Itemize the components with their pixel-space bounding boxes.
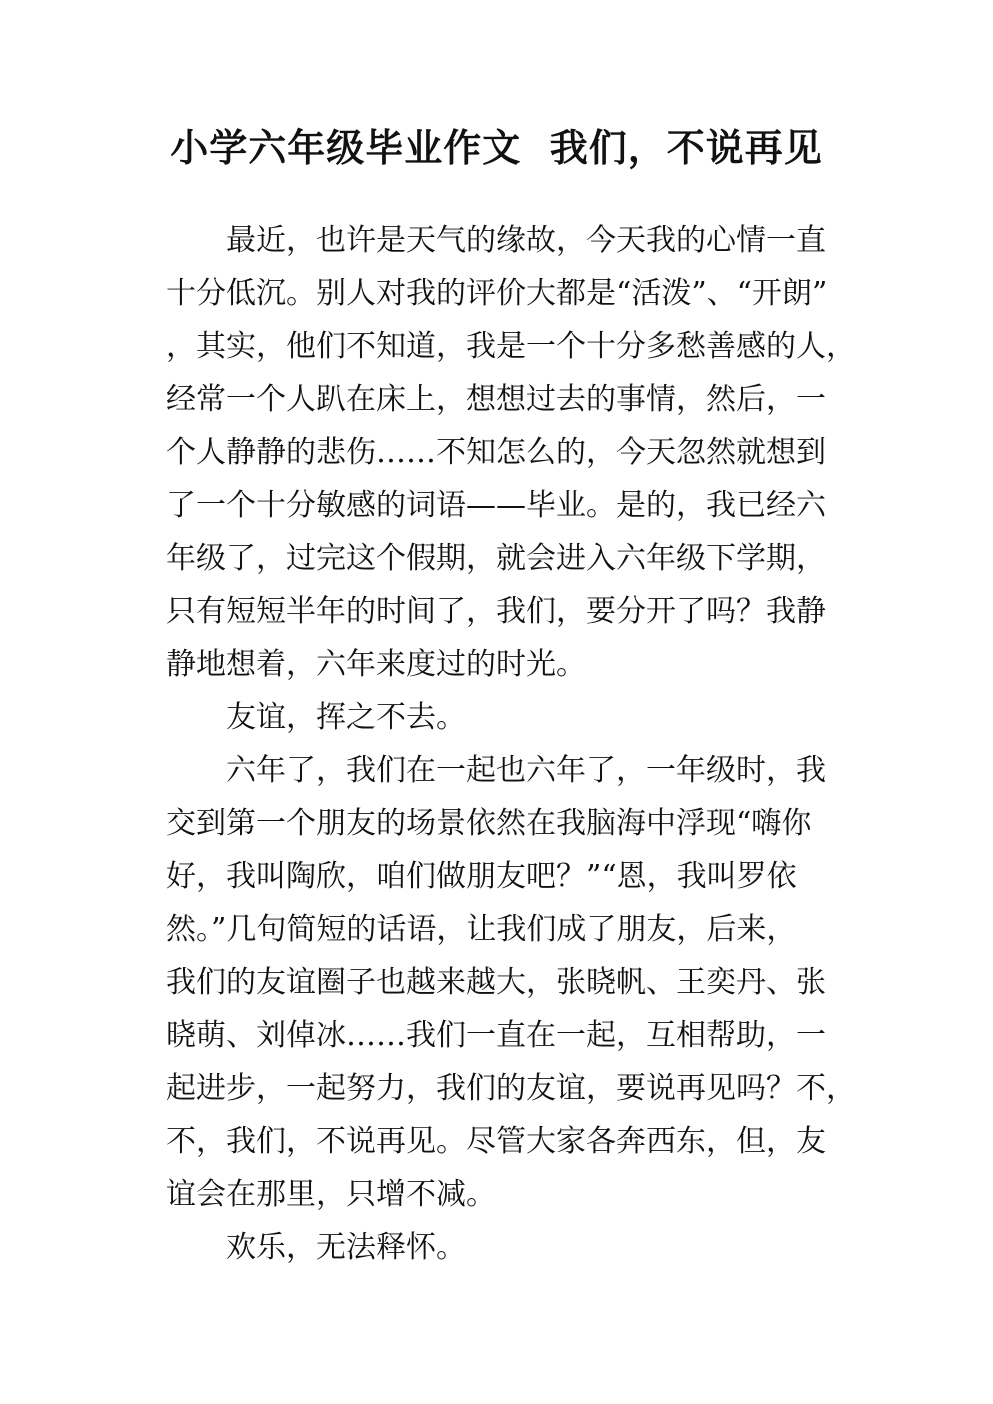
body-line: 经常一个人趴在床上，想想过去的事情，然后，一 <box>166 382 826 417</box>
body-line: 静地想着，六年来度过的时光。 <box>166 647 586 682</box>
body-line: 交到第一个朋友的场景依然在我脑海中浮现“嗨你 <box>166 806 812 841</box>
body-line: 好，我叫陶欣，咱们做朋友吧？”“恩，我叫罗依 <box>166 859 797 894</box>
body-line: 然。”几句简短的话语，让我们成了朋友，后来， <box>166 912 797 947</box>
body-line: 不，我们，不说再见。尽管大家各奔西东，但，友 <box>166 1124 826 1159</box>
body-line: 六年了，我们在一起也六年了，一年级时，我 <box>226 753 826 788</box>
body-line: 十分低沉。别人对我的评价大都是“活泼”、“开朗” <box>166 276 828 311</box>
body-line: 我们的友谊圈子也越来越大，张晓帆、王奕丹、张 <box>166 965 826 1000</box>
body-line: 最近，也许是天气的缘故，今天我的心情一直 <box>226 223 826 258</box>
body-line: 起进步，一起努力，我们的友谊，要说再见吗？不， <box>166 1071 856 1106</box>
document-body <box>166 214 856 1274</box>
body-line: 谊会在那里，只增不减。 <box>166 1177 496 1212</box>
body-line: 年级了，过完这个假期，就会进入六年级下学期， <box>166 541 826 576</box>
body-line: 友谊，挥之不去。 <box>226 700 466 735</box>
body-line: 晓萌、刘倬冰……我们一直在一起，互相帮助，一 <box>166 1018 826 1053</box>
body-line: 只有短短半年的时间了，我们，要分开了吗？我静 <box>166 594 826 629</box>
body-line: 了一个十分敏感的词语——毕业。是的，我已经六 <box>166 488 826 523</box>
document-title: 小学六年级毕业作文 我们，不说再见 <box>170 126 823 170</box>
body-line: ，其实，他们不知道，我是一个十分多愁善感的人， <box>166 329 856 364</box>
body-line: 欢乐，无法释怀。 <box>226 1230 466 1265</box>
body-line: 个人静静的悲伤……不知怎么的，今天忽然就想到 <box>166 435 826 470</box>
